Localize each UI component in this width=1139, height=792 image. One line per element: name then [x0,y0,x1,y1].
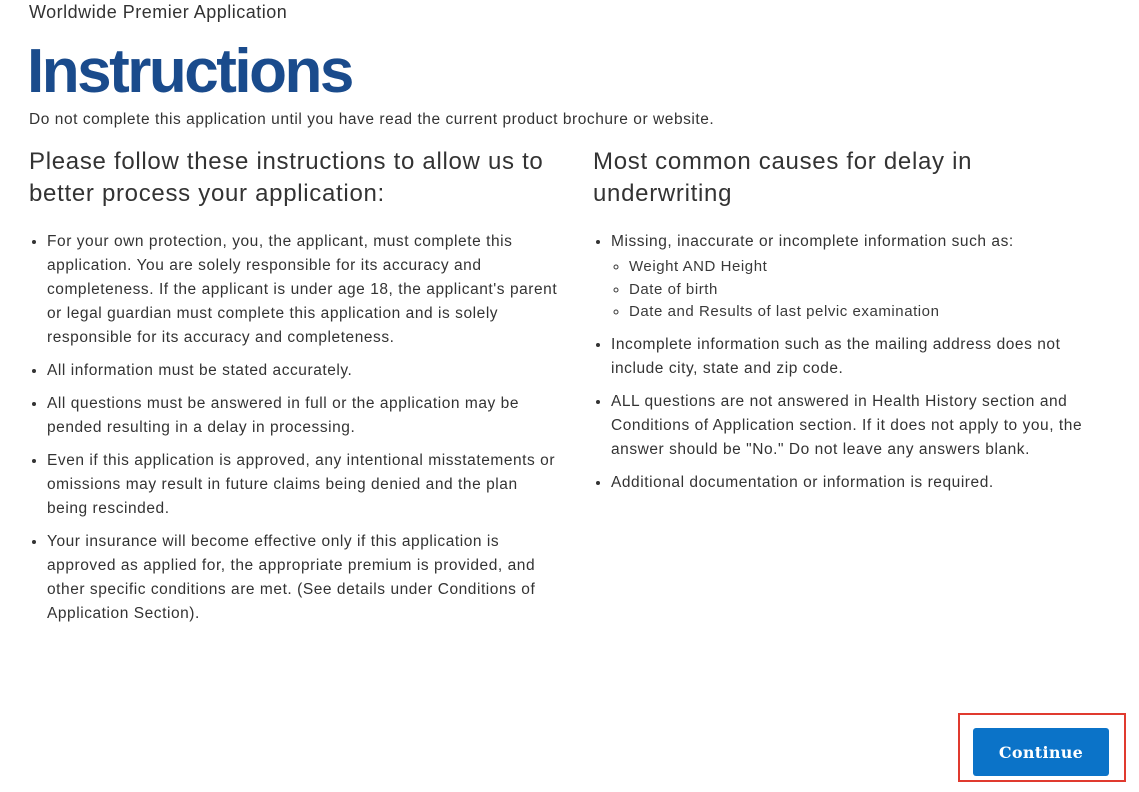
instruction-item: • All information must be stated accurately. [47,359,559,383]
delay-cause-text: Missing, inaccurate or incomplete information such as: [611,233,1014,250]
app-name: Worldwide Premier Application [29,2,288,22]
continue-button[interactable]: Continue [973,728,1109,776]
missing-info-item: ◦ Date of birth [629,279,1113,302]
instructions-heading: Please follow these instructions to allow us to better process your application: [29,148,544,207]
delay-causes-section [593,146,1113,504]
missing-info-sublist [611,256,1113,324]
instruction-item: • All questions must be answered in full or the application may be pended resulting in a delay in processing. [47,392,559,440]
delay-causes-heading: Most common causes for delay in underwriting [593,148,973,207]
page-subtitle: Do not complete this application until you have read the current product brochure or website. [29,111,715,128]
instructions-section [29,146,559,635]
delay-causes-list [593,230,1113,495]
page-title: Instructions [27,37,352,106]
delay-cause-item: • ALL questions are not answered in Health History section and Conditions of Application section. If it does not apply to you, the answer should be "No." Do not leave any answers blank. [611,390,1113,462]
delay-cause-item: • Incomplete information such as the mailing address does not include city, state and zip code. [611,333,1113,381]
delay-cause-item [611,230,1113,324]
missing-info-item: ◦ Date and Results of last pelvic examination [629,301,1113,324]
instruction-item: • Your insurance will become effective only if this application is approved as applied for, the appropriate premium is provided, and other specific conditions are met. (See details under Conditions of Application Section). [47,530,559,626]
delay-cause-item: • Additional documentation or information is required. [611,471,1113,495]
instruction-item: • Even if this application is approved, any intentional misstatements or omissions may result in future claims being denied and the plan being rescinded. [47,449,559,521]
instructions-list [29,230,559,626]
instruction-item: • For your own protection, you, the applicant, must complete this application. You are solely responsible for its accuracy and completeness. If the applicant is under age 18, the applicant's parent or legal guardian must complete this application and is solely responsible for its accuracy and completeness. [47,230,559,350]
missing-info-item: ◦ Weight AND Height [629,256,1113,279]
